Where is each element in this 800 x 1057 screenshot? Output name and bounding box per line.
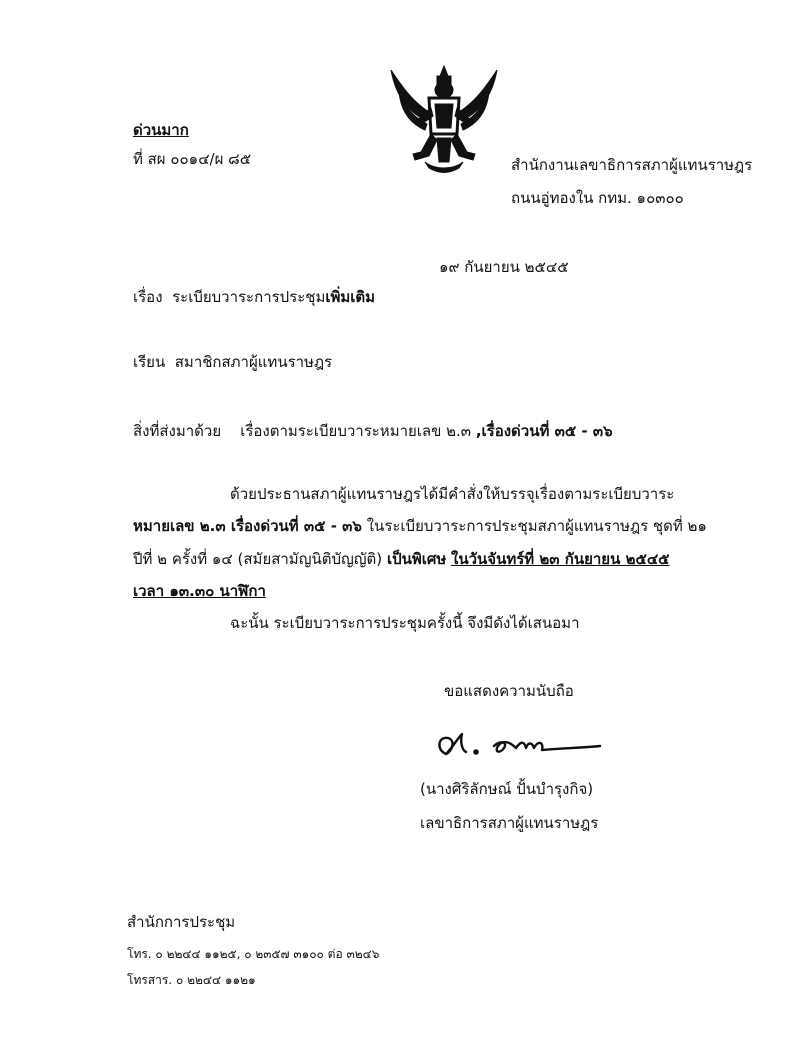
body-line-4: เวลา ๑๓.๓๐ นาฬิกา [133,582,266,600]
body-line-3-bold-underline: ในวันจันทร์ที่ ๒๓ กันยายน ๒๕๔๕ [451,550,670,568]
signer-title: เลขาธิการสภาผู้แทนราษฎร [420,814,599,832]
garuda-emblem-icon [385,62,503,174]
body-line-3-bold: เป็นพิเศษ [386,550,447,568]
enclosure-bold: ,เรื่องด่วนที่ ๓๕ - ๓๖ [475,422,613,440]
subject-bold: เพิ่มเติม [325,288,376,306]
footer-phone: โทร. ๐ ๒๒๔๔ ๑๑๒๕, ๐ ๒๓๕๗ ๓๑๐๐ ต่อ ๓๒๔๖ [127,947,380,961]
body-line-2-rest: ในระเบียบวาระการประชุมสภาผู้แทนราษฎร ชุดที่ ๒๑ [366,517,707,535]
letter-date: ๑๙ กันยายน ๒๕๔๕ [439,258,569,276]
recipient-text: สมาชิกสภาผู้แทนราษฎร [174,353,333,371]
closing: ขอแสดงความนับถือ [444,682,574,700]
enclosure-label: สิ่งที่ส่งมาด้วย [133,422,222,440]
recipient-label: เรียน [133,353,166,371]
subject-text: ระเบียบวาระการประชุม [172,288,326,306]
body-line-2-bold: หมายเลข ๒.๓ เรื่องด่วนที่ ๓๕ - ๓๖ [133,517,362,535]
signer-name: (นางศิริลักษณ์ ปั้นบำรุงกิจ) [420,780,594,798]
subject-line [133,287,375,307]
body-line-1: ด้วยประธานสภาผู้แทนราษฎรได้มีคำสั่งให้บรรจุเรื่องตามระเบียบวาระ [230,485,675,503]
reference-number: ที่ สผ ๐๐๑๔/ผ ๘๕ [133,150,252,168]
office-address: ถนนอู่ทองใน กทม. ๑๐๓๐๐ [511,189,684,207]
urgency-label: ด่วนมาก [133,121,189,139]
body-line-3-plain: ปีที่ ๒ ครั้งที่ ๑๔ (สมัยสามัญนิติบัญญัติ) [133,550,383,568]
body-line-5: ฉะนั้น ระเบียบวาระการประชุมครั้งนี้ จึงมีดังได้เสนอมา [230,614,580,632]
handwritten-signature [432,728,604,764]
enclosure-line [133,421,613,441]
footer-department: สำนักการประชุม [127,913,236,931]
body-line-3 [133,549,670,569]
subject-label: เรื่อง [133,288,163,306]
recipient-line [133,352,332,372]
footer-fax: โทรสาร. ๐ ๒๒๔๔ ๑๑๒๑ [127,973,256,987]
enclosure-text: เรื่องตามระเบียบวาระหมายเลข ๒.๓ [240,422,472,440]
body-line-2 [133,516,707,536]
office-name: สำนักงานเลขาธิการสภาผู้แทนราษฎร [511,156,753,174]
